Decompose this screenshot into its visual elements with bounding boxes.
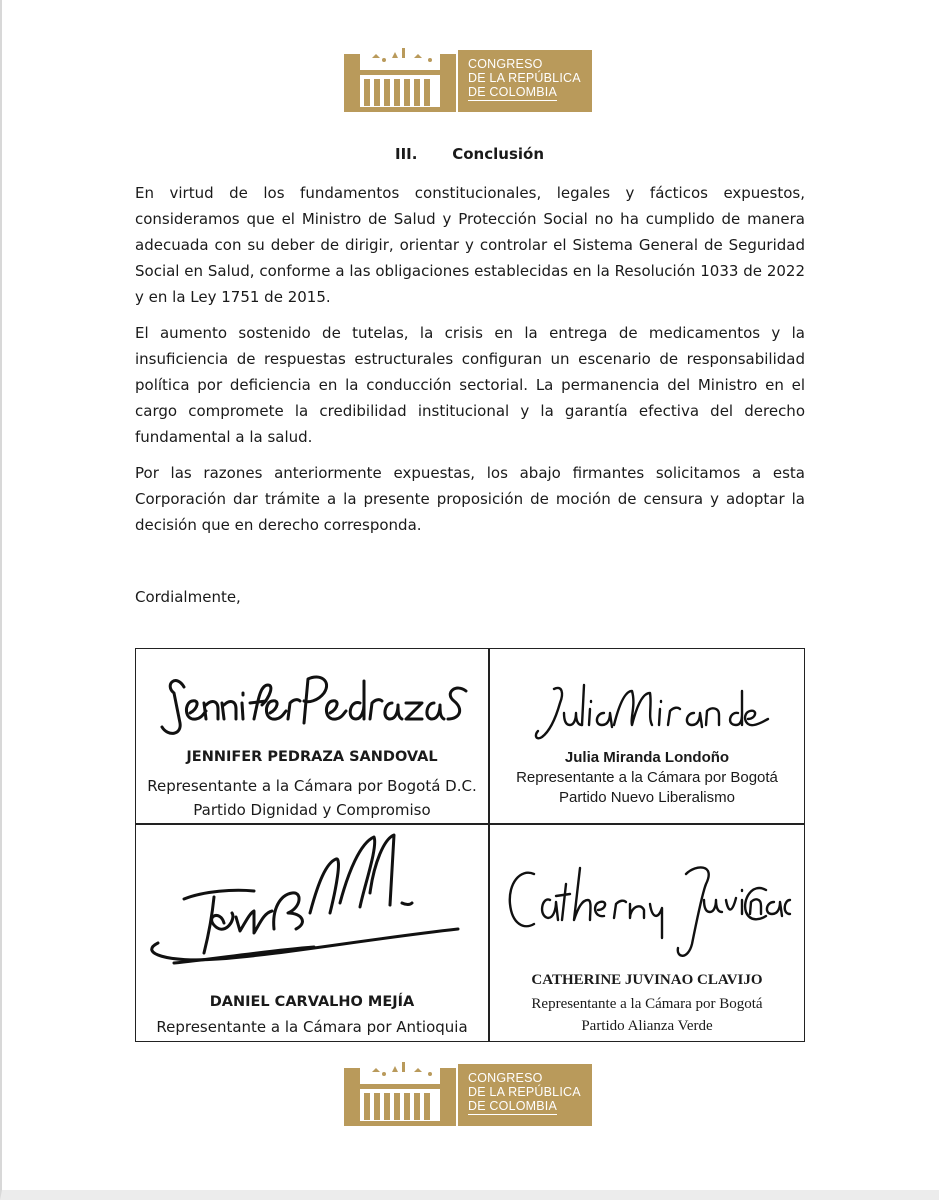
signatory-4-role: Representante a la Cámara por Bogotá	[531, 996, 763, 1012]
signatory-1-role: Representante a la Cámara por Bogotá D.C.	[147, 777, 477, 795]
signature-jennifer-pedraza	[154, 663, 474, 743]
logo-line-2: DE LA REPÚBLICA	[468, 1085, 581, 1099]
logo-line-1: CONGRESO	[468, 1071, 543, 1085]
closing-salutation: Cordialmente,	[135, 588, 241, 606]
signatory-2-party: Partido Nuevo Liberalismo	[559, 789, 735, 806]
signature-daniel-carvalho	[144, 833, 464, 983]
capitol-building-icon	[344, 46, 456, 112]
section-heading	[0, 145, 939, 163]
signature-catherine-juvinao	[504, 854, 794, 964]
paragraph-2: El aumento sostenido de tutelas, la crisis en la entrega de medicamentos y la insuficiencia de respuestas estructurales configuran un escenario de responsabilidad política por deficiencia en la conducción sectorial. La permanencia del Ministro en el cargo compromete la credibilidad institucional y la garantía efectiva del derecho fundamental a la salud.	[135, 324, 805, 446]
congress-logo-footer	[344, 1060, 594, 1126]
signatory-1-party: Partido Dignidad y Compromiso	[193, 801, 431, 819]
signatory-2-name: Julia Miranda Londoño	[564, 749, 730, 766]
table-divider-horizontal	[136, 823, 804, 825]
logo-line-3: DE COLOMBIA	[468, 1099, 558, 1113]
logo-line-3: DE COLOMBIA	[468, 85, 558, 99]
section-title: Conclusión	[452, 145, 544, 163]
congress-logo-header	[344, 46, 594, 112]
paragraph-3: Por las razones anteriormente expuestas, los abajo firmantes solicitamos a esta Corporación dar trámite a la presente proposición de moción de censura y adoptar la decisión que en derecho corresponda.	[135, 464, 805, 534]
signatory-4-name: CATHERINE JUVINAO CLAVIJO	[531, 972, 763, 988]
signatory-3-role: Representante a la Cámara por Antioquia	[156, 1018, 468, 1036]
logo-line-1: CONGRESO	[468, 57, 543, 71]
section-number: III.	[395, 145, 418, 163]
signature-julia-miranda	[534, 679, 774, 749]
signatory-4-party: Partido Alianza Verde	[581, 1018, 713, 1034]
paragraph-1: En virtud de los fundamentos constitucionales, legales y fácticos expuestos, consideramos que el Ministro de Salud y Protección Social no ha cumplido de manera adecuada con su deber de dirigir, orientar y controlar el Sistema General de Seguridad Social en Salud, conforme a las obligaciones establecidas en la Resolución 1033 de 2022 y en la Ley 1751 de 2015.	[135, 184, 805, 306]
signatory-1-name: JENNIFER PEDRAZA SANDOVAL	[186, 749, 438, 765]
logo-line-2: DE LA REPÚBLICA	[468, 71, 581, 85]
signatory-2-role: Representante a la Cámara por Bogotá	[516, 769, 778, 786]
signature-table	[135, 648, 805, 1042]
capitol-building-icon	[344, 1060, 456, 1126]
signatory-3-name: DANIEL CARVALHO MEJÍA	[209, 994, 415, 1010]
